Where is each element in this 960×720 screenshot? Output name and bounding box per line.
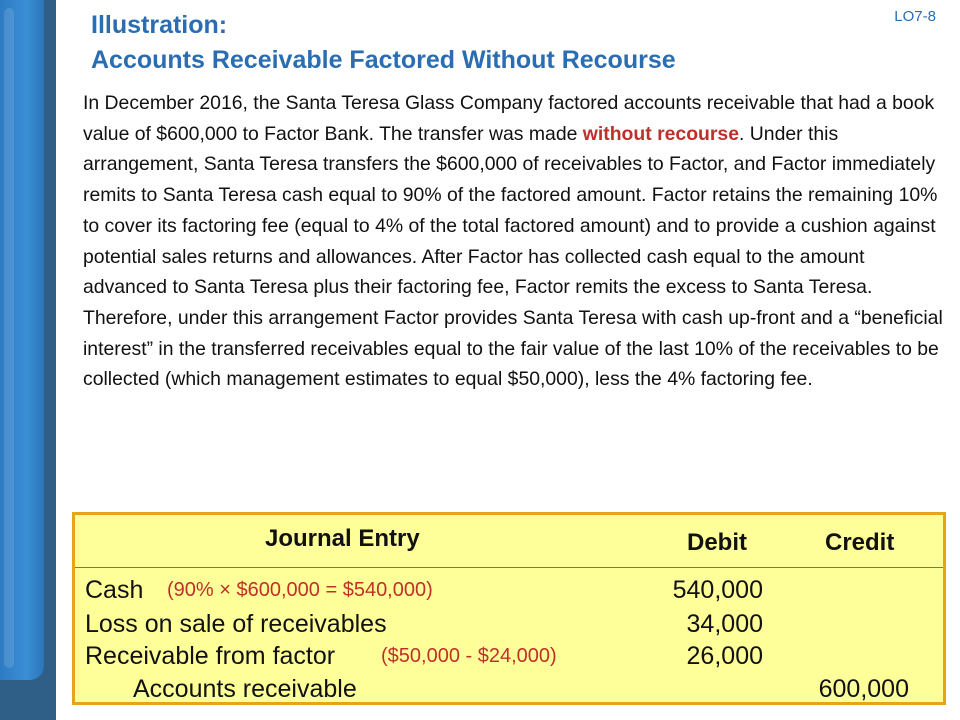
entry-account-cash: Cash: [85, 576, 144, 604]
side-bar: [0, 0, 44, 680]
entry-debit-loss: 34,000: [686, 610, 763, 638]
illustration-paragraph: [83, 88, 947, 395]
paragraph-part-2: . Under this arrangement, Santa Teresa transfers the $600,000 of receivables to Factor, and Factor immediately remits to Santa Teresa cash equal to 90% of the factored amount. Factor retains the remaining 10% to cover its factoring fee (equal to 4% of the total factored amount) and to provide a cushion against potential sales returns and allowances. After Factor has collected cash equal to the amount advanced to Santa Teresa plus their factoring fee, Factor remits the excess to Santa Teresa. Therefore, under this arrangement Factor provides Santa Teresa with cash up-front and a “beneficial interest” in the transferred receivables equal to the fair value of the last 10% of the receivables to be collected (which management estimates to equal $50,000), less the 4% factoring fee.: [83, 122, 943, 391]
paragraph-part-1: In December 2016, the Santa Teresa Glass Company factored accounts receivable that had a book value of $600,000 to Factor Bank. The transfer was made: [83, 92, 935, 145]
entry-account-loss: Loss on sale of receivables: [85, 610, 387, 638]
entry-debit-receivable-from-factor: 26,000: [686, 642, 763, 670]
header-divider: [75, 567, 943, 568]
title-line-1: Illustration:: [91, 11, 228, 39]
credit-header: Credit: [825, 529, 895, 556]
slide-title: [91, 8, 676, 78]
learning-objective-tag: LO7-8: [894, 8, 936, 25]
journal-entry-panel: [72, 512, 946, 705]
paragraph-emphasis: without recourse: [582, 122, 740, 145]
debit-header: Debit: [687, 529, 747, 556]
side-bar-highlight: [4, 8, 14, 668]
entry-note-cash: (90% × $600,000 = $540,000): [167, 579, 433, 601]
entry-note-receivable-from-factor: ($50,000 - $24,000): [381, 645, 557, 667]
entry-credit-accounts-receivable: 600,000: [818, 675, 909, 703]
title-line-2: Accounts Receivable Factored Without Recourse: [91, 46, 676, 74]
journal-header: Journal Entry: [265, 525, 420, 552]
entry-debit-cash: 540,000: [672, 576, 763, 604]
entry-account-receivable-from-factor: Receivable from factor: [85, 642, 336, 670]
entry-account-accounts-receivable: Accounts receivable: [133, 675, 357, 703]
